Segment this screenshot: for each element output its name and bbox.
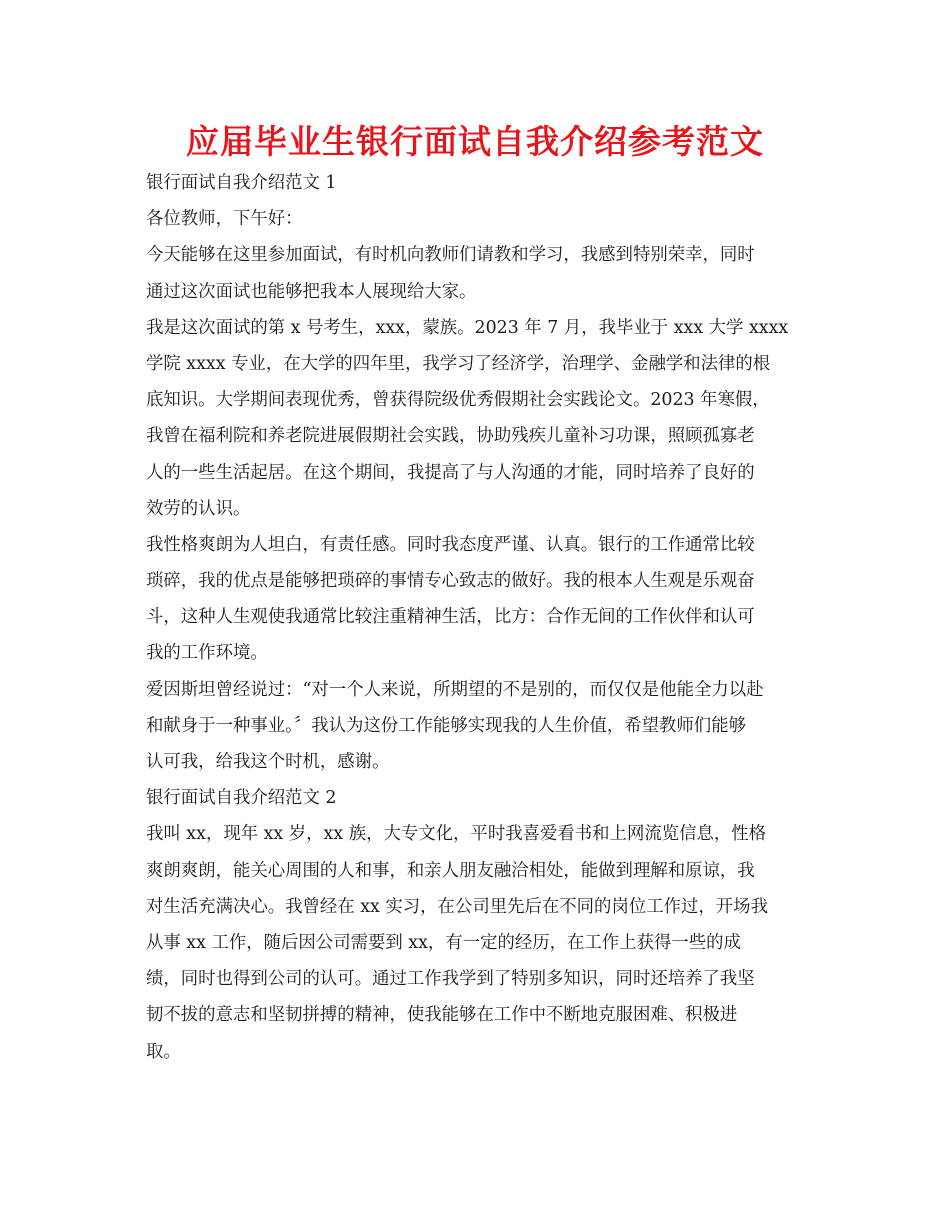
text-line: 底知识。大学期间表现优秀，曾获得院级优秀假期社会实践论文。2023 年寒假， bbox=[146, 390, 770, 411]
text-line: 学院 xxxx 专业，在大学的四年里，我学习了经济学，治理学、金融学和法律的根 bbox=[146, 353, 771, 374]
text-line: 我的工作环境。 bbox=[146, 643, 268, 664]
text-line: 斗，这种人生观使我通常比较注重精神生活，比方：合作无间的工作伙伴和认可 bbox=[146, 607, 755, 628]
text-line: 人的一些生活起居。在这个期间，我提高了与人沟通的才能，同时培养了良好的 bbox=[146, 462, 755, 483]
text-line: 我曾在福利院和养老院进展假期社会实践，协助残疾儿童补习功课，照顾孤寡老 bbox=[146, 426, 755, 447]
text-line: 我叫 xx，现年 xx 岁，xx 族，大专文化，平时我喜爱看书和上网流览信息，性格 bbox=[146, 824, 767, 845]
text-line: 银行面试自我介绍范文 1 bbox=[146, 173, 337, 193]
text-line: 和献身于一种事业。〞我认为这份工作能够实现我的人生价值，希望教师们能够 bbox=[146, 715, 746, 736]
text-line: 今天能够在这里参加面试，有时机向教师们请教和学习，我感到特别荣幸，同时 bbox=[146, 245, 755, 266]
text-line: 琐碎，我的优点是能够把琐碎的事情专心致志的做好。我的根本人生观是乐观奋 bbox=[146, 571, 755, 592]
document-body bbox=[146, 165, 816, 1070]
text-line: 银行面试自我介绍范文 2 bbox=[146, 788, 337, 809]
text-line: 绩，同时也得到公司的认可。通过工作我学到了特别多知识，同时还培养了我坚 bbox=[146, 969, 755, 990]
text-line: 从事 xx 工作，随后因公司需要到 xx，有一定的经历，在工作上获得一些的成 bbox=[146, 932, 741, 953]
text-line: 我是这次面试的第 x 号考生，xxx，蒙族。2023 年 7 月，我毕业于 xxx 大学 xxxx bbox=[146, 317, 789, 338]
text-line: 各位教师，下午好： bbox=[146, 209, 303, 230]
text-line: 认可我，给我这个时机，感谢。 bbox=[146, 752, 390, 772]
text-line: 韧不拔的意志和坚韧拼搏的精神，使我能够在工作中不断地克服困难、积极进 bbox=[146, 1005, 738, 1026]
text-line: 效劳的认识。 bbox=[146, 498, 251, 519]
text-line: 我性格爽朗为人坦白，有责任感。同时我态度严谨、认真。银行的工作通常比较 bbox=[146, 534, 755, 555]
text-line: 爱因斯坦曾经说过：“对一个人来说，所期望的不是别的，而仅仅是他能全力以赴 bbox=[146, 679, 764, 700]
text-line: 通过这次面试也能够把我本人展现给大家。 bbox=[146, 281, 477, 302]
text-line: 取。 bbox=[146, 1041, 181, 1062]
text-line: 爽朗爽朗，能关心周围的人和事，和亲人朋友融洽相处，能做到理解和原谅，我 bbox=[146, 860, 755, 881]
text-line: 对生活充满决心。我曾经在 xx 实习，在公司里先后在不同的岗位工作过，开场我 bbox=[146, 896, 768, 917]
document-title: 应届毕业生银行面试自我介绍参考范文 bbox=[186, 122, 764, 161]
